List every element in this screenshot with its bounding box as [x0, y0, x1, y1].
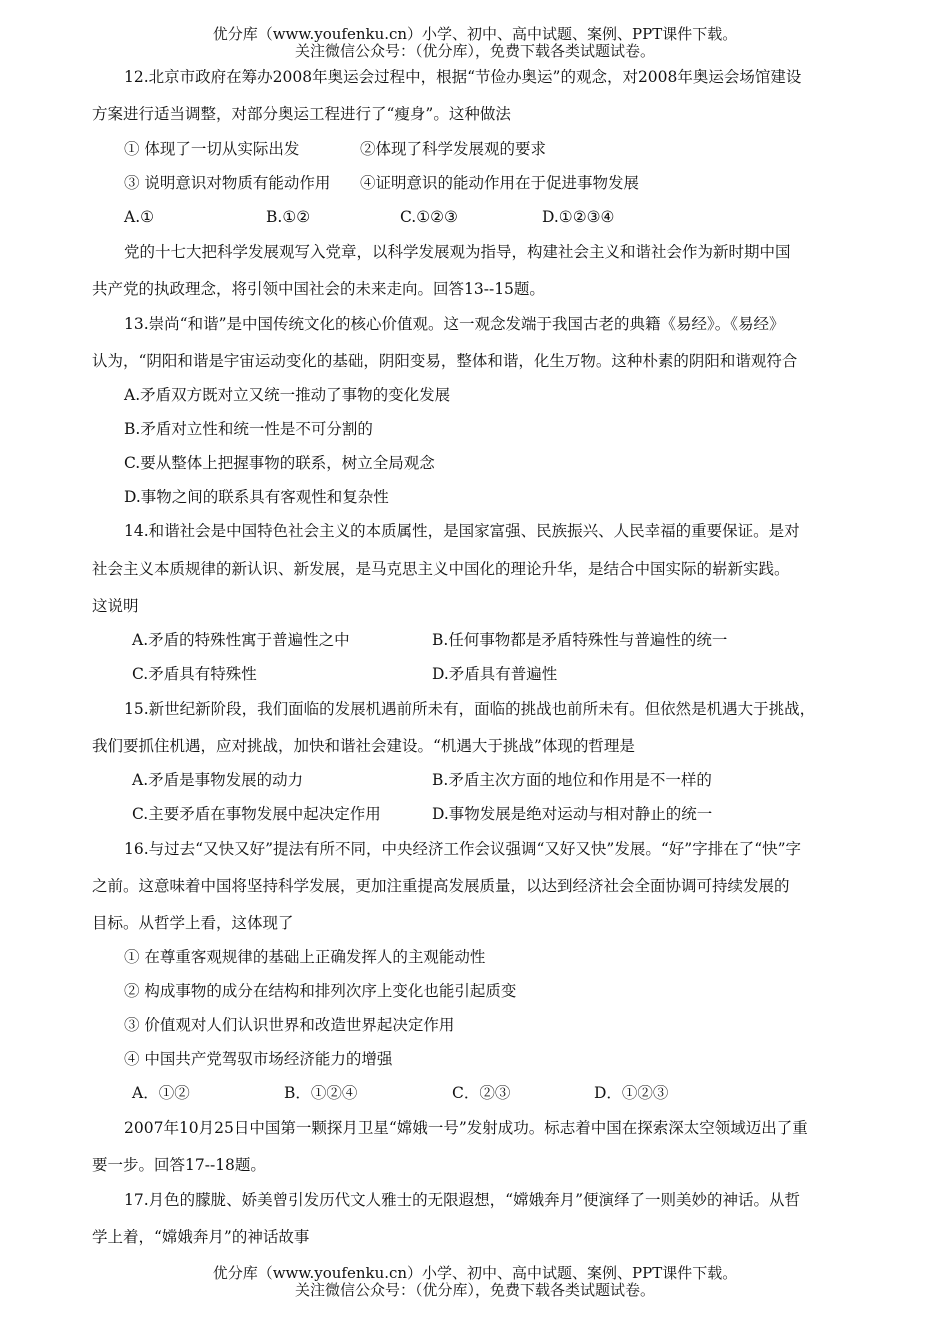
q13-option-b: B.矛盾对立性和统一性是不可分割的	[124, 420, 373, 438]
q13-option-a: A.矛盾双方既对立又统一推动了事物的变化发展	[124, 386, 451, 404]
q12-statement-1: ① 体现了一切从实际出发	[124, 140, 300, 158]
q12-statement-4: ④证明意识的能动作用在于促进事物发展	[360, 174, 640, 192]
header-line-2: 关注微信公众号：（优分库），免费下载各类试题试卷。	[294, 42, 655, 60]
q16-option-a: A．①②	[132, 1084, 190, 1102]
q16-option-d: D．①②③	[594, 1084, 669, 1102]
q13-option-c: C.要从整体上把握事物的联系，树立全局观念	[124, 454, 435, 472]
q14-option-c: C.矛盾具有特殊性	[132, 665, 257, 683]
q12-stem-line-2: 方案进行适当调整，对部分奥运工程进行了“瘦身”。这种做法	[92, 105, 511, 123]
footer-line-1: 优分库（www.youfenku.cn）小学、初中、高中试题、案例、PPT课件下载。	[212, 1264, 738, 1282]
q14-stem-line-1: 14.和谐社会是中国特色社会主义的本质属性，是国家富强、民族振兴、人民幸福的重要保证。是对	[124, 522, 800, 540]
q16-option-c: C．②③	[452, 1084, 511, 1102]
q14-stem-line-2: 社会主义本质规律的新认识、新发展，是马克思主义中国化的理论升华，是结合中国实际的崭新实践。	[92, 560, 790, 578]
q16-statement-3: ③ 价值观对人们认识世界和改造世界起决定作用	[124, 1016, 455, 1034]
q15-stem-line-1: 15.新世纪新阶段，我们面临的发展机遇前所未有，面临的挑战也前所未有。但依然是机遇大于挑战，	[124, 700, 816, 718]
q16-stem-line-1: 16.与过去“又快又好”提法有所不同，中央经济工作会议强调“又好又快”发展。“好”字排在了“快”字	[124, 840, 802, 858]
q13-stem-line-2: 认为，“阴阳和谐是宇宙运动变化的基础，阴阳变易，整体和谐，化生万物。这种朴素的阴阳和谐观符合	[92, 352, 798, 370]
q14-stem-line-3: 这说明	[92, 597, 139, 615]
q16-statement-2: ② 构成事物的成分在结构和排列次序上变化也能引起质变	[124, 982, 517, 1000]
intro17-line-2: 要一步。回答17--18题。	[92, 1156, 266, 1174]
footer-line-2: 关注微信公众号：（优分库），免费下载各类试题试卷。	[294, 1281, 655, 1299]
intro17-line-1: 2007年10月25日中国第一颗探月卫星“嫦娥一号”发射成功。标志着中国在探索深太空领域迈出了重	[124, 1119, 808, 1137]
q12-statement-3: ③ 说明意识对物质有能动作用	[124, 174, 331, 192]
q13-stem-line-1: 13.崇尚“和谐”是中国传统文化的核心价值观。这一观念发端于我国古老的典籍《易经》。《易经》	[124, 315, 785, 333]
q12-stem-line-1: 12.北京市政府在筹办2008年奥运会过程中，根据“节俭办奥运”的观念，对2008年奥运会场馆建设	[124, 68, 802, 86]
q15-option-c: C.主要矛盾在事物发展中起决定作用	[132, 805, 381, 823]
page-header	[0, 26, 950, 60]
q12-option-d: D.①②③④	[542, 208, 615, 226]
q14-option-b: B.任何事物都是矛盾特殊性与普遍性的统一	[432, 631, 728, 649]
q15-option-b: B.矛盾主次方面的地位和作用是不一样的	[432, 771, 712, 789]
header-line-1: 优分库（www.youfenku.cn）小学、初中、高中试题、案例、PPT课件下载。	[212, 25, 738, 43]
q15-option-a: A.矛盾是事物发展的动力	[132, 771, 304, 789]
q16-statement-1: ① 在尊重客观规律的基础上正确发挥人的主观能动性	[124, 948, 486, 966]
q12-option-a: A.①	[124, 208, 155, 226]
q12-option-b: B.①②	[266, 208, 311, 226]
q14-option-d: D.矛盾具有普遍性	[432, 665, 558, 683]
q12-option-c: C.①②③	[400, 208, 458, 226]
q13-option-d: D.事物之间的联系具有客观性和复杂性	[124, 488, 389, 506]
q16-option-b: B．①②④	[284, 1084, 358, 1102]
q16-stem-line-2: 之前。这意味着中国将坚持科学发展，更加注重提高发展质量，以达到经济社会全面协调可持续发展的	[92, 877, 790, 895]
q14-option-a: A.矛盾的特殊性寓于普遍性之中	[132, 631, 350, 649]
q15-option-d: D.事物发展是绝对运动与相对静止的统一	[432, 805, 713, 823]
q15-stem-line-2: 我们要抓住机遇，应对挑战，加快和谐社会建设。“机遇大于挑战”体现的哲理是	[92, 737, 635, 755]
intro13-line-1: 党的十七大把科学发展观写入党章，以科学发展观为指导，构建社会主义和谐社会作为新时期中国	[124, 243, 791, 261]
intro13-line-2: 共产党的执政理念，将引领中国社会的未来走向。回答13--15题。	[92, 280, 545, 298]
page-footer	[0, 1265, 950, 1299]
q16-statement-4: ④ 中国共产党驾驭市场经济能力的增强	[124, 1050, 393, 1068]
q12-statement-2: ②体现了科学发展观的要求	[360, 140, 547, 158]
q17-stem-line-1: 17.月色的朦胧、娇美曾引发历代文人雅士的无限遐想，“嫦娥奔月”便演绎了一则美妙的神话。从哲	[124, 1191, 801, 1209]
q17-stem-line-2: 学上着，“嫦娥奔月”的神话故事	[92, 1228, 310, 1246]
q16-stem-line-3: 目标。从哲学上看，这体现了	[92, 914, 294, 932]
